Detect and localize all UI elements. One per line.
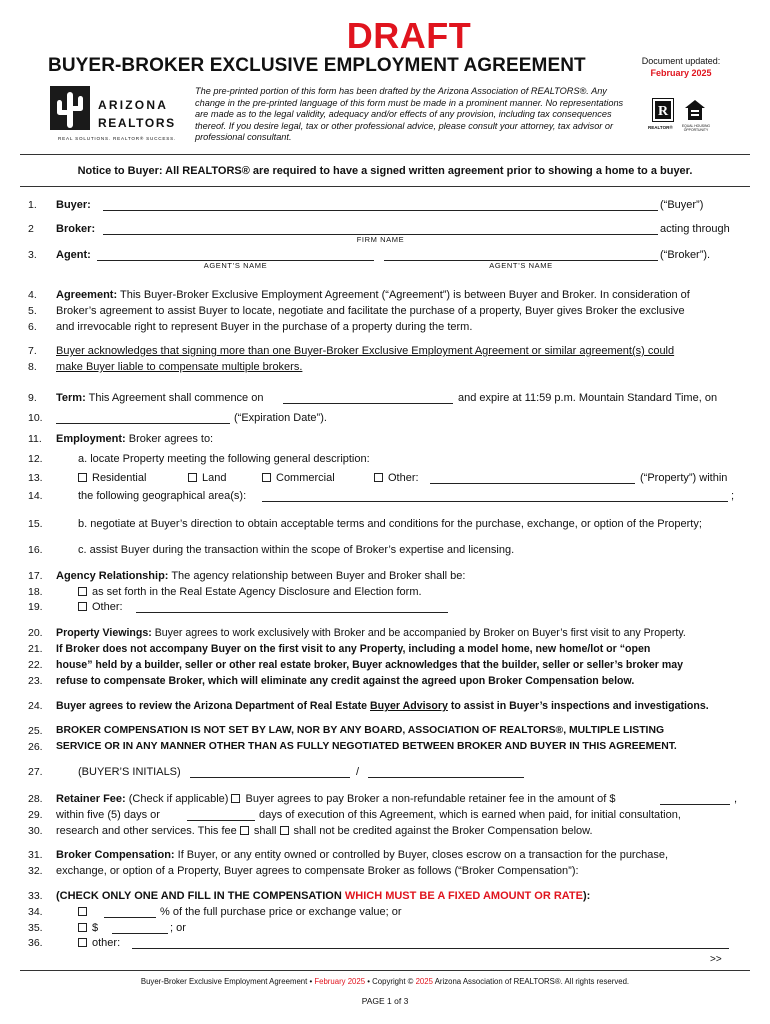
realtor-r-icon [652, 98, 674, 122]
viewings-line-20 [56, 626, 686, 640]
agency-label: Agency Relationship: [56, 570, 169, 582]
line-number: 13. [28, 472, 43, 484]
line-number: 10. [28, 412, 43, 424]
commence-date-field[interactable] [283, 403, 453, 404]
other-checkbox[interactable] [374, 473, 383, 482]
line-number: 23. [28, 675, 43, 687]
agency-text-18: as set forth in the Real Estate Agency Disclosure and Election form. [92, 586, 422, 598]
header-divider [20, 154, 750, 155]
comp-amount-checkbox[interactable] [78, 923, 87, 932]
term-text-10: (“Expiration Date”). [234, 412, 327, 424]
retainer-shall-not-checkbox[interactable] [280, 826, 289, 835]
line-number: 15. [28, 518, 43, 530]
line-number: 14. [28, 490, 43, 502]
document-title: BUYER-BROKER EXCLUSIVE EMPLOYMENT AGREEMENT [48, 55, 586, 76]
advisory-line-24 [56, 699, 709, 713]
agreement-text-4: This Buyer-Broker Exclusive Employment Agreement (“Agreement”) is between Buyer and Broker. In consideration of [117, 289, 690, 301]
buyer-initials-label: (BUYER’S INITIALS) [78, 766, 181, 778]
broker-comp-text-31: If Buyer, or any entity owned or controlled by Buyer, closes escrow on a transaction for the purchase, [174, 849, 669, 861]
continue-indicator: >> [710, 954, 722, 965]
term-text-9a: This Agreement shall commence on [85, 392, 264, 404]
line-number: 18. [28, 586, 43, 598]
broker-suffix: acting through [660, 223, 730, 235]
footer-year: 2025 [415, 977, 433, 986]
comp-other-field[interactable] [132, 948, 729, 949]
line-number: 9. [28, 392, 37, 404]
firm-name-caption: FIRM NAME [356, 235, 405, 244]
line-number: 30. [28, 825, 43, 837]
form-disclaimer: The pre-printed portion of this form has been drafted by the Arizona Association of REALTORS®. Any change in the pre-printed language of this form must be made in a prominent manner. No representations are made as to the legal validity, adequacy and/or effects of any provision, including tax consequences thereof. If you desire legal, tax or other professional advice, please consult your attorney, tax advisor or professional consultant. [195, 86, 624, 143]
employment-item-b: b. negotiate at Buyer’s direction to obtain acceptable terms and conditions for the purchase, exchange, or option of the Property; [78, 518, 702, 530]
retainer-line-30 [56, 824, 593, 838]
notice-to-buyer: Notice to Buyer: All REALTORS® are required to have a signed written agreement prior to showing a home to a buyer. [77, 165, 693, 177]
line-number: 26. [28, 741, 43, 753]
line-number: 22. [28, 659, 43, 671]
footer-date: February 2025 [314, 977, 366, 986]
comp-amount-field[interactable] [112, 933, 168, 934]
term-text-9b: and expire at 11:59 p.m. Mountain Standard Time, on [458, 392, 718, 404]
check-text-c: ): [583, 890, 591, 902]
comp-amount-suffix: ; or [170, 922, 186, 934]
property-suffix: (“Property”) within [640, 472, 728, 484]
line-number: 17. [28, 570, 43, 582]
agreement-line-4 [56, 288, 690, 302]
line-number: 16. [28, 544, 43, 556]
term-line-9 [56, 391, 263, 405]
geo-area-field[interactable] [262, 501, 728, 502]
viewings-line-21: If Broker does not accompany Buyer on the first visit to any Property, including a model home, new home/lot or “open [56, 643, 651, 655]
agency-other-label: Other: [92, 601, 123, 613]
commercial-label: Commercial [276, 472, 335, 484]
employment-item-a: a. locate Property meeting the following general description: [78, 453, 370, 465]
logo-realtors: REALTORS [98, 116, 176, 130]
broker-comp-line-31 [56, 848, 668, 862]
employment-label: Employment: [56, 433, 126, 445]
line-number: 5. [28, 305, 37, 317]
line-number: 1. [28, 199, 37, 211]
expiration-date-field[interactable] [56, 423, 230, 424]
comp-amount-option[interactable] [78, 921, 98, 935]
check-text-red: WHICH MUST BE A FIXED AMOUNT OR RATE [344, 890, 583, 902]
land-label: Land [202, 472, 227, 484]
acknowledge-line-8: make Buyer liable to compensate multiple brokers. [56, 361, 303, 373]
commercial-checkbox[interactable] [262, 473, 271, 482]
broker-comp-line-32: exchange, or option of a Property, Buyer agrees to compensate Broker as follows (“Broker Compensation”): [56, 865, 579, 877]
retainer-checkbox[interactable] [231, 794, 240, 803]
viewings-line-23: refuse to compensate Broker, which will eliminate any credit against the agreed upon Broker Compensation below. [56, 675, 635, 687]
comp-percent-label: % of the full purchase price or exchange value; or [160, 906, 402, 918]
badge-realtor-label: REALTOR® [648, 125, 673, 130]
retainer-text-30b: shall [253, 825, 277, 837]
option-other[interactable] [374, 471, 419, 485]
footer-divider [20, 970, 750, 971]
line-number: 35. [28, 922, 43, 934]
footer-form-name: Buyer-Broker Exclusive Employment Agreement • [140, 977, 315, 986]
agency-option-disclosure[interactable] [78, 585, 422, 599]
retainer-comma: , [734, 793, 738, 805]
option-residential[interactable] [78, 471, 146, 485]
geo-area-label: the following geographical area(s): [78, 490, 247, 502]
option-commercial[interactable] [262, 471, 335, 485]
agent-label: Agent: [56, 249, 91, 261]
logo-tagline: REAL SOLUTIONS. REALTOR® SUCCESS. [58, 136, 177, 141]
employment-line-11 [56, 432, 213, 446]
term-label: Term: [56, 392, 86, 404]
line-number: 31. [28, 849, 43, 861]
equal-housing-icon [684, 98, 706, 122]
compensation-notice-26: SERVICE OR IN ANY MANNER OTHER THAN AS FULLY NEGOTIATED BETWEEN BROKER AND BUYER IN THIS AGREEMENT. [56, 741, 677, 752]
line-number: 29. [28, 809, 43, 821]
compensation-notice-25: BROKER COMPENSATION IS NOT SET BY LAW, NOR BY ANY BOARD, ASSOCIATION OF REALTORS®, MULTIPLE LISTING [56, 725, 665, 736]
broker-comp-label: Broker Compensation: [56, 849, 175, 861]
retainer-line-28 [56, 792, 615, 806]
comp-percent-field[interactable] [104, 917, 156, 918]
agreement-label: Agreement: [56, 289, 118, 301]
line-number: 36. [28, 937, 43, 949]
badges [648, 98, 718, 134]
viewings-line-22: house” held by a builder, seller or other real estate broker, Buyer acknowledges that the builder, seller or seller’s broker may [56, 659, 684, 671]
line-number: 4. [28, 289, 37, 301]
comp-other-option[interactable] [78, 936, 120, 950]
agency-text-17: The agency relationship between Buyer and Broker shall be: [168, 570, 466, 582]
line-number: 32. [28, 865, 43, 877]
buyer-name-field[interactable] [103, 210, 658, 211]
line-number: 6. [28, 321, 37, 333]
line-number: 33. [28, 890, 43, 902]
line-number: 28. [28, 793, 43, 805]
employment-item-c: c. assist Buyer during the transaction within the scope of Broker’s expertise and licensing. [78, 544, 515, 556]
retainer-text-30c: shall not be credited against the Broker Compensation below. [293, 825, 593, 837]
broker-label: Broker: [56, 223, 96, 235]
other-label: Other: [388, 472, 419, 484]
agency-other-field[interactable] [136, 612, 448, 613]
land-checkbox[interactable] [188, 473, 197, 482]
advisory-text-b: to assist in Buyer’s inspections and investigations. [447, 700, 709, 712]
geo-area-semicolon: ; [731, 490, 735, 502]
retainer-days-field[interactable] [187, 820, 255, 821]
document-updated-date: February 2025 [650, 68, 712, 78]
buyer-advisory-link[interactable]: Buyer Advisory [370, 700, 448, 712]
check-text-a: (CHECK ONLY ONE AND FILL IN THE COMPENSATION [56, 890, 345, 902]
document-updated-label: Document updated: [641, 56, 721, 66]
draft-watermark: DRAFT [346, 15, 472, 56]
agreement-line-6: and irrevocable right to represent Buyer in the purchase of a property during the term. [56, 321, 473, 333]
check-one-line-33 [56, 889, 590, 903]
buyer-initials-field-1[interactable] [190, 777, 350, 778]
line-number: 20. [28, 627, 43, 639]
footer-copyright [0, 977, 770, 986]
footer-owner: Arizona Association of REALTORS®. All rights reserved. [432, 977, 630, 986]
comp-percent-option[interactable] [78, 905, 92, 919]
acknowledge-line-7: Buyer acknowledges that signing more than one Buyer-Broker Exclusive Employment Agreement or similar agreement(s) could [56, 345, 675, 357]
viewings-label: Property Viewings: [56, 627, 152, 639]
retainer-text-30a: research and other services. This fee [56, 825, 237, 837]
retainer-amount-field[interactable] [660, 804, 730, 805]
comp-dollar-sign: $ [92, 922, 99, 934]
line-number: 8. [28, 361, 37, 373]
svg-text:R: R [657, 104, 669, 119]
retainer-text-28b: Buyer agrees to pay Broker a non-refundable retainer fee in the amount of $ [245, 793, 616, 805]
residential-checkbox[interactable] [78, 473, 87, 482]
line-number: 2 [28, 223, 34, 235]
employment-text-11: Broker agrees to: [125, 433, 214, 445]
agent-name-caption-2: AGENT’S NAME [489, 261, 553, 270]
comp-other-label: other: [92, 937, 121, 949]
retainer-shall-checkbox[interactable] [240, 826, 249, 835]
line-number: 12. [28, 453, 43, 465]
agreement-line-5: Broker’s agreement to assist Buyer to locate, negotiate and facilitate the purchase of a property, Buyer gives Broker the exclusive [56, 305, 685, 317]
viewings-text-20: Buyer agrees to work exclusively with Broker and be accompanied by Broker on Buyer’s first visit to any Property. [151, 627, 686, 639]
line-number: 7. [28, 345, 37, 357]
line-number: 27. [28, 766, 43, 778]
comp-percent-checkbox[interactable] [78, 907, 87, 916]
retainer-text-28: (Check if applicable) [125, 793, 229, 805]
saguaro-icon [50, 86, 90, 130]
badge-eho-label: EQUAL HOUSING OPPORTUNITY [681, 124, 711, 132]
notice-divider [20, 186, 750, 187]
disclosure-checkbox[interactable] [78, 587, 87, 596]
line-number: 3. [28, 249, 37, 261]
residential-label: Residential [92, 472, 147, 484]
line-number: 21. [28, 643, 43, 655]
footer-copyright-text: • Copyright © [365, 977, 416, 986]
advisory-text-a: Buyer agrees to review the Arizona Department of Real Estate [56, 700, 370, 712]
initials-separator: / [356, 766, 360, 778]
property-other-field[interactable] [430, 483, 635, 484]
retainer-label: Retainer Fee: [56, 793, 126, 805]
agent-suffix: (“Broker”). [660, 249, 711, 261]
line-number: 24. [28, 700, 43, 712]
option-land[interactable] [188, 471, 226, 485]
line-number: 11. [28, 433, 42, 445]
retainer-text-29a: within five (5) days or [56, 809, 160, 821]
buyer-initials-field-2[interactable] [368, 777, 524, 778]
agency-line-17 [56, 569, 465, 583]
logo-arizona: ARIZONA [98, 98, 169, 112]
arizona-realtors-logo [48, 84, 178, 146]
retainer-text-29b: days of execution of this Agreement, which is earned when paid, for initial consultation, [259, 809, 681, 821]
page-number: PAGE 1 of 3 [361, 996, 409, 1006]
agency-option-other[interactable] [78, 600, 123, 614]
agency-other-checkbox[interactable] [78, 602, 87, 611]
line-number: 19. [28, 601, 43, 613]
document-updated [636, 55, 726, 79]
agent-name-caption-1: AGENT’S NAME [203, 261, 268, 270]
line-number: 25. [28, 725, 43, 737]
buyer-suffix: (“Buyer”) [660, 199, 704, 211]
line-number: 34. [28, 906, 43, 918]
buyer-label: Buyer: [56, 199, 91, 211]
comp-other-checkbox[interactable] [78, 938, 87, 947]
